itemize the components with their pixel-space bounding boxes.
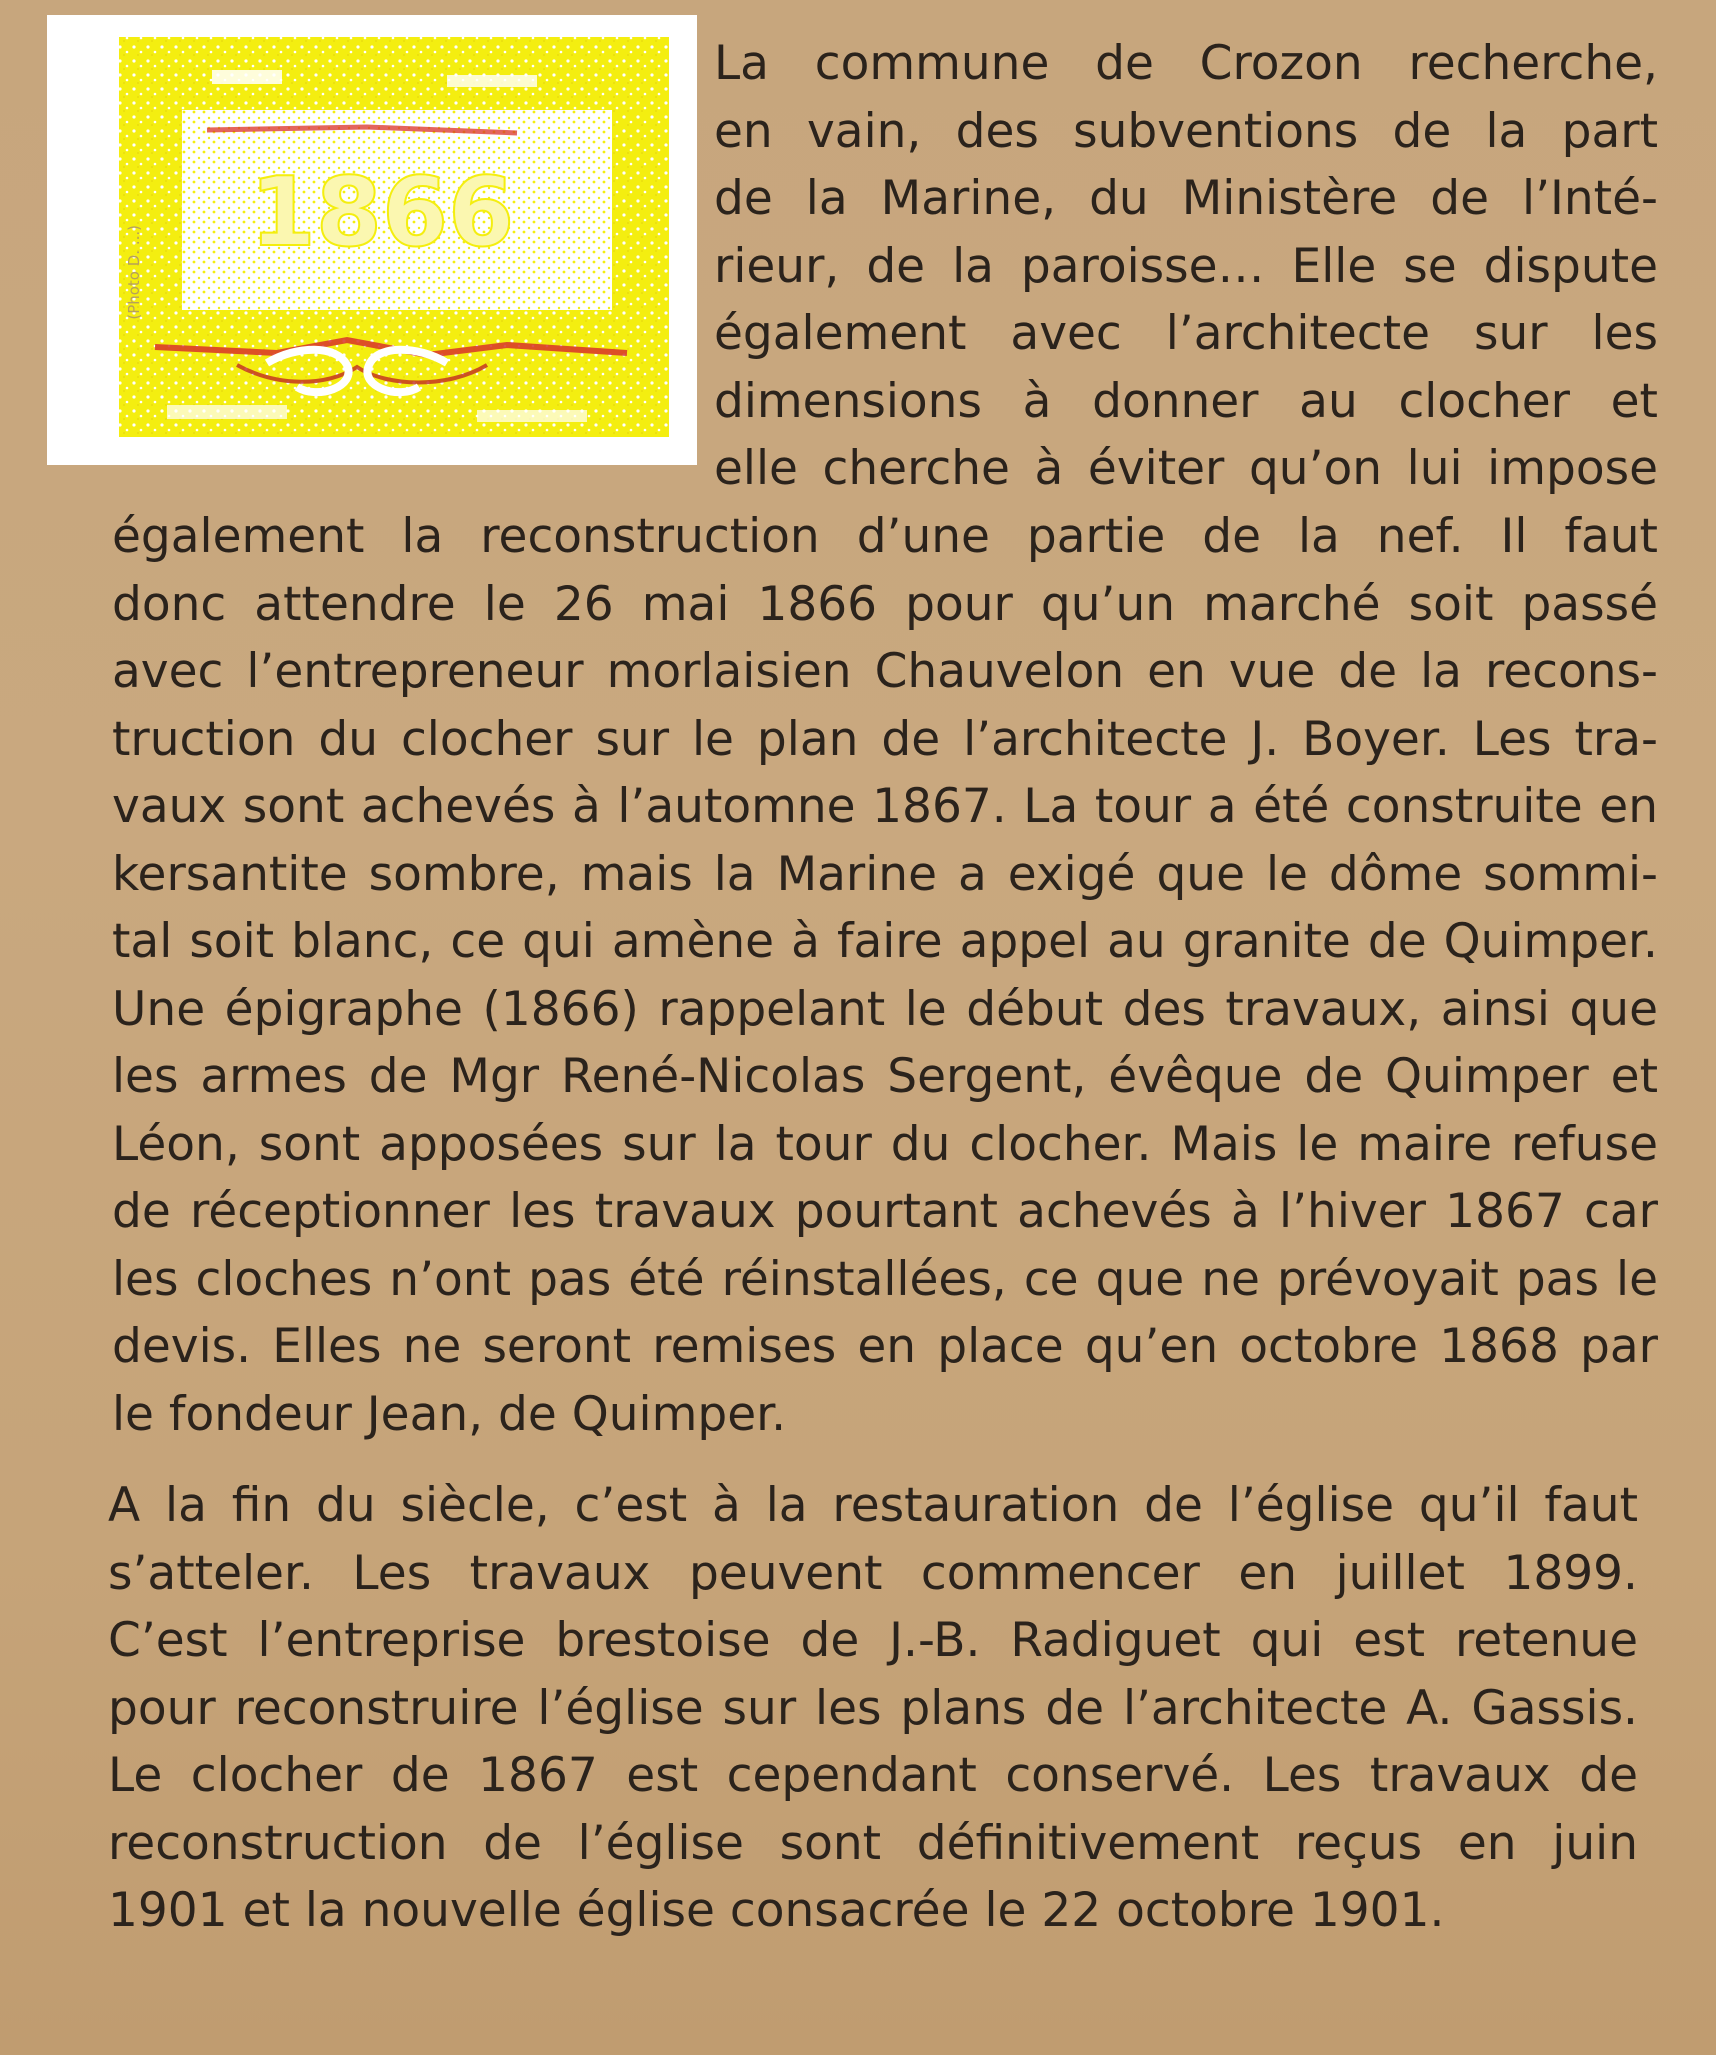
paragraph-2: [108, 1472, 1638, 1945]
text-line: kersantite sombre, mais la Marine a exigé que le dôme sommi-: [112, 846, 1658, 902]
text-line: de réceptionner les travaux pourtant achevés à l’hiver 1867 car: [112, 1184, 1658, 1239]
text-line: truction du clocher sur le plan de l’architecte J. Boyer. Les tra-: [112, 711, 1658, 767]
text-line: donc attendre le 26 mai 1866 pour qu’un marché soit passé: [112, 576, 1658, 632]
text-line: pour reconstruire l’église sur les plans de l’architecte A. Gassis.: [108, 1680, 1638, 1736]
text-line: vaux sont achevés à l’automne 1867. La tour a été construite en: [112, 779, 1658, 834]
text-line: 1901 et la nouvelle église consacrée le 22 octobre 1901.: [108, 1883, 1445, 1938]
text-line: reconstruction de l’église sont définitivement reçus en juin: [108, 1815, 1638, 1871]
text-line: dimensions à donner au clocher et: [714, 373, 1658, 429]
paragraph-1-beside-photo: [714, 30, 1658, 503]
inset-photo: [47, 15, 697, 465]
text-line: devis. Elles ne seront remises en place qu’en octobre 1868 par: [112, 1319, 1658, 1374]
text-line: les cloches n’ont pas été réinstallées, ce que ne prévoyait pas le: [112, 1251, 1658, 1307]
text-line: tal soit blanc, ce qui amène à faire appel au granite de Quimper.: [112, 914, 1658, 969]
text-line: de la Marine, du Ministère de l’Inté-: [714, 171, 1658, 226]
text-line: en vain, des subventions de la part: [714, 103, 1658, 159]
text-line: avec l’entrepreneur morlaisien Chauvelon en vue de la recons-: [112, 644, 1658, 699]
text-line: Léon, sont apposées sur la tour du clocher. Mais le maire refuse: [112, 1116, 1658, 1172]
text-line: également la reconstruction d’une partie de la nef. Il faut: [112, 509, 1658, 564]
text-line: rieur, de la paroisse… Elle se dispute: [714, 238, 1658, 294]
text-line: s’atteler. Les travaux peuvent commencer en juillet 1899.: [108, 1545, 1638, 1601]
date-stone-image: [47, 15, 697, 465]
text-line: le fondeur Jean, de Quimper.: [112, 1386, 787, 1442]
text-line: elle cherche à éviter qu’on lui impose: [714, 441, 1658, 496]
text-line: Une épigraphe (1866) rappelant le début des travaux, ainsi que: [112, 981, 1658, 1037]
engraved-date: 1866: [249, 158, 515, 268]
text-line: également avec l’architecte sur les: [714, 306, 1658, 361]
paragraph-1-full-width: [112, 503, 1658, 1448]
text-line: A la fin du siècle, c’est à la restauration de l’église qu’il faut: [108, 1478, 1638, 1533]
text-line: C’est l’entreprise brestoise de J.-B. Radiguet qui est retenue: [108, 1613, 1638, 1668]
photo-credit: (Photo D. ...): [125, 225, 143, 320]
text-line: La commune de Crozon recherche,: [714, 36, 1658, 91]
text-line: les armes de Mgr René-Nicolas Sergent, évêque de Quimper et: [112, 1049, 1658, 1104]
text-line: Le clocher de 1867 est cependant conservé. Les travaux de: [108, 1748, 1638, 1803]
